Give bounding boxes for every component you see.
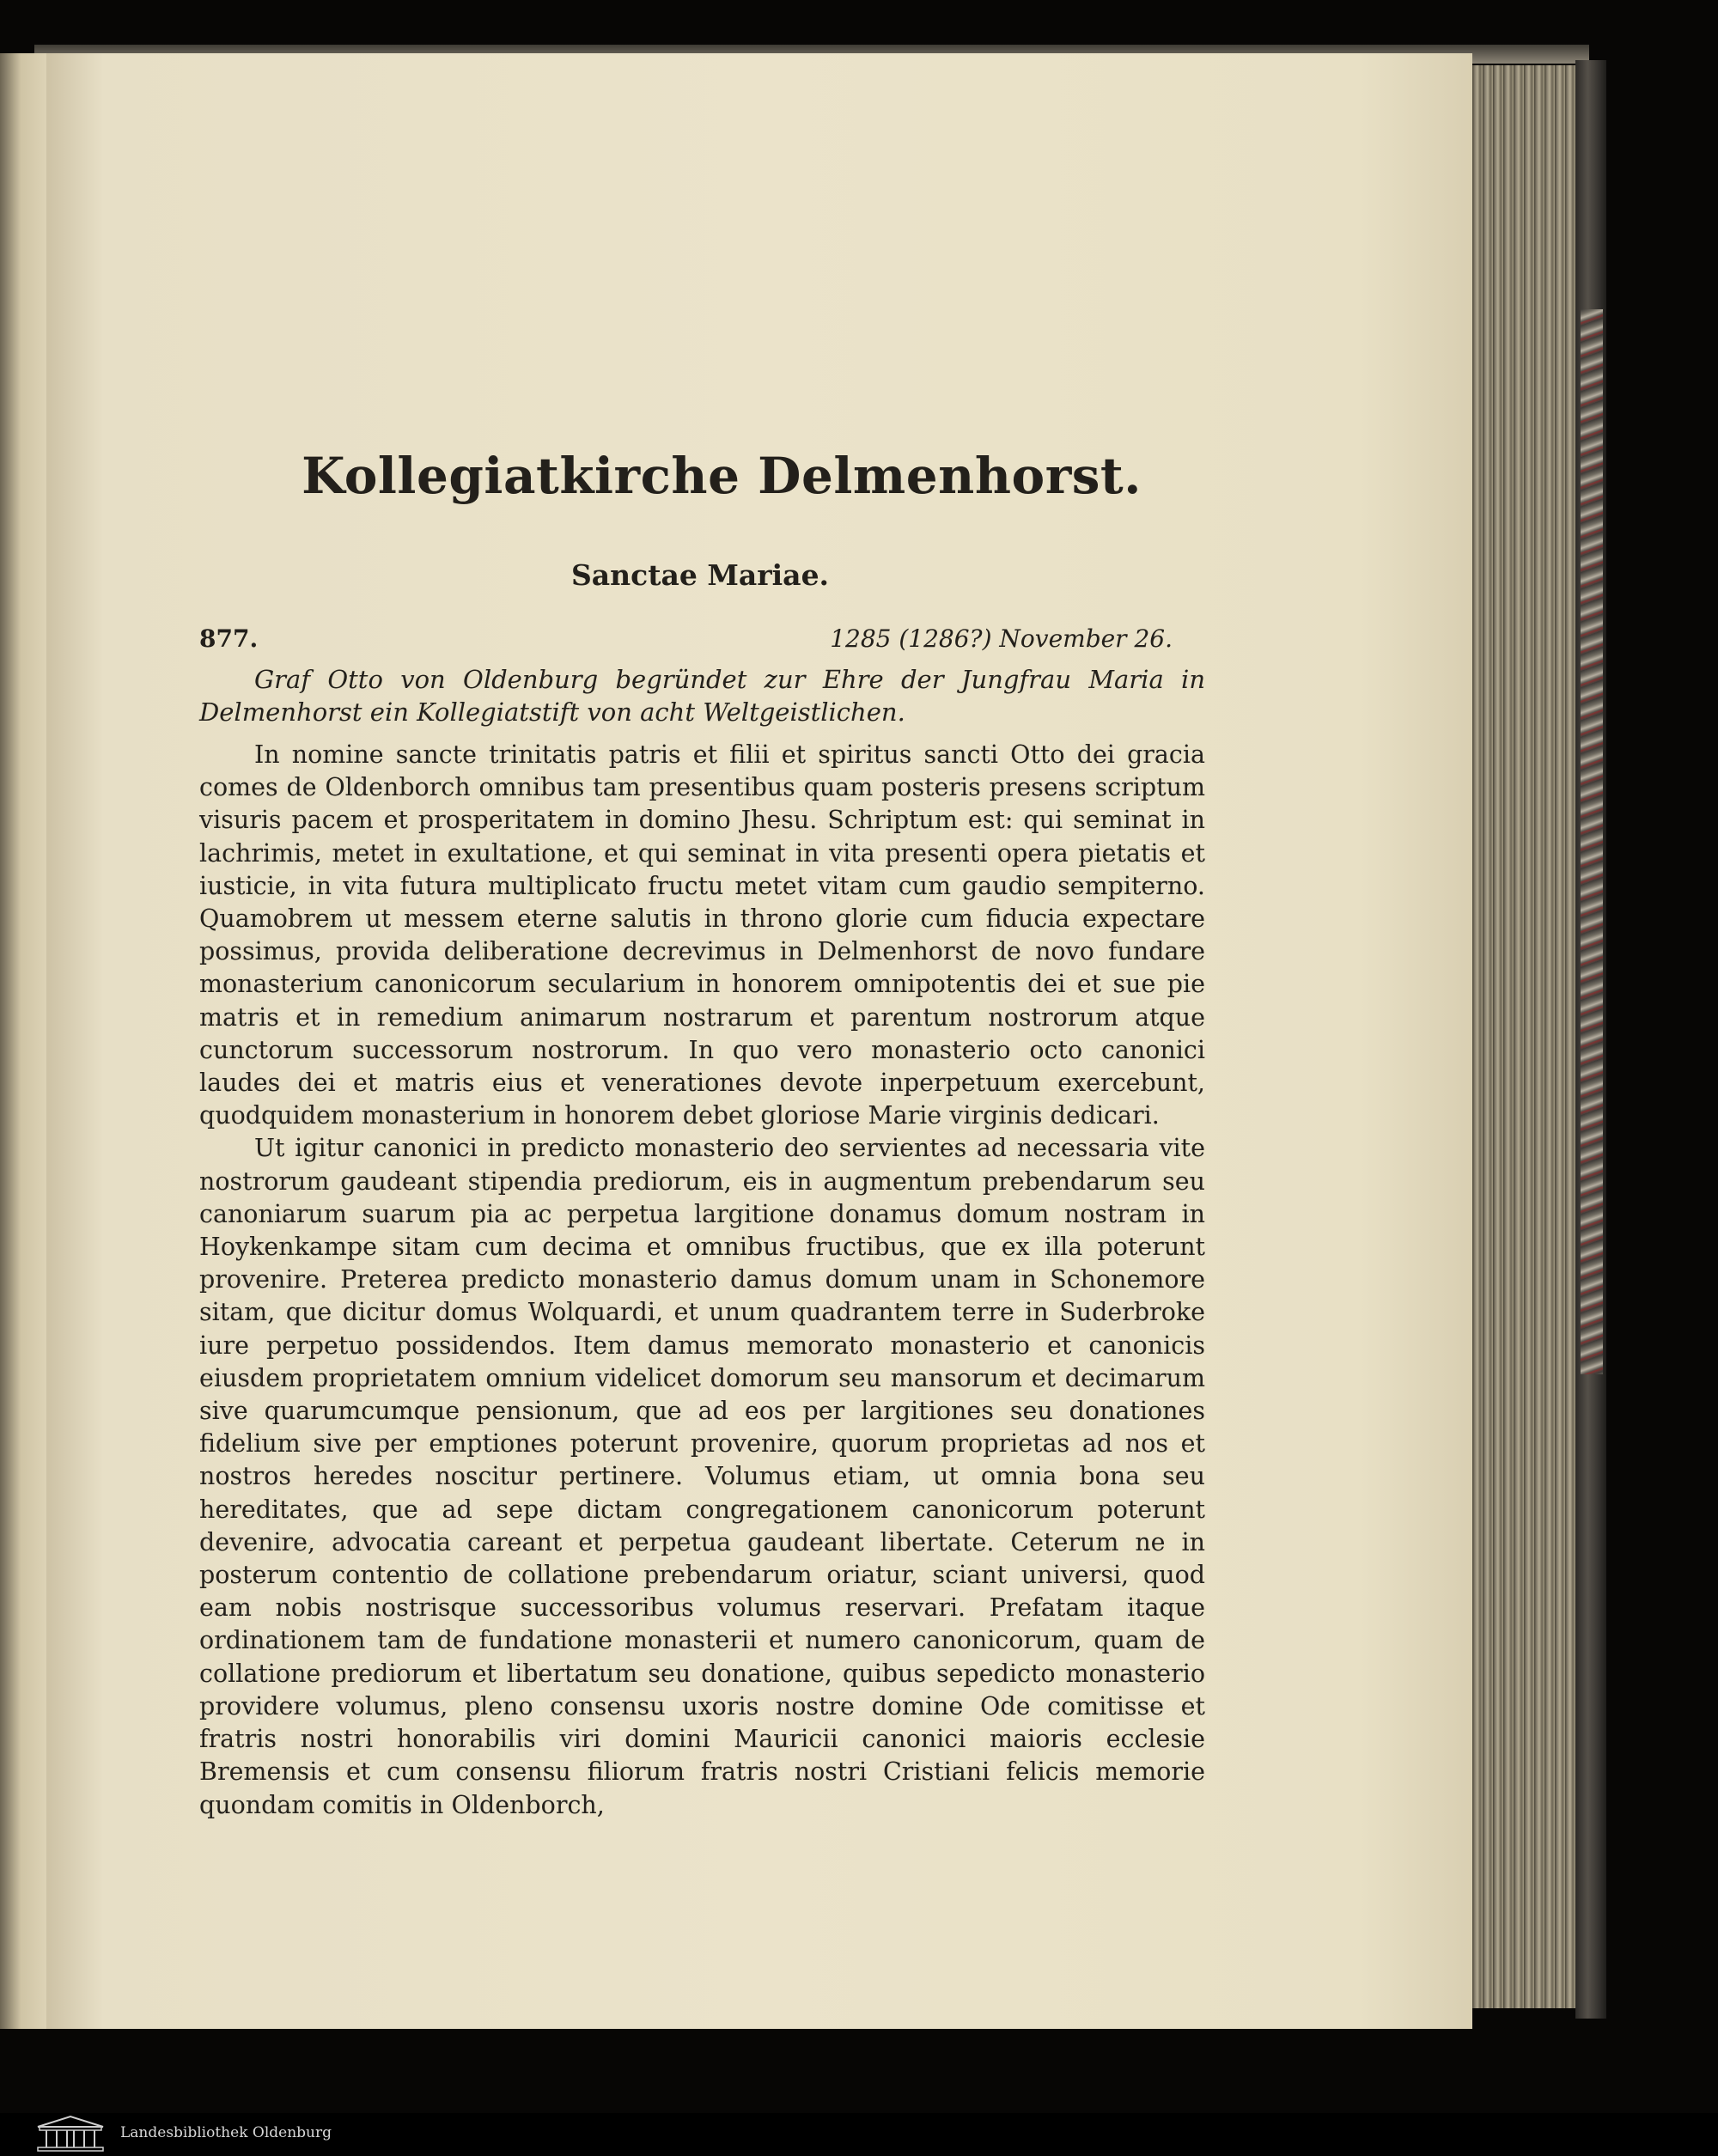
- left-page-edge: [0, 53, 46, 2029]
- library-name: Landesbibliothek Oldenburg: [120, 2124, 332, 2141]
- library-building-icon: [34, 2115, 107, 2153]
- entry-date: 1285 (1286?) November 26.: [830, 624, 1173, 653]
- paragraph: Ut igitur canonici in predicto monasterio deo servientes ad necessaria vite nostrorum gaudeant stipendia prediorum, eis in augmentum prebendarum seu canoniarum suarum pia ac perpetua largitione donamus domum nostram in Hoykenkampe sitam cum decima et omnibus fructibus, que ex illa poterunt provenire. Preterea predicto monasterio damus domum unam in Schonemore sitam, que dicitur domus Wolquardi, et unum quadrantem terre in Suderbroke iure perpetuo possidendos. Item damus memorato monasterio et canonicis eiusdem proprietatem omnium videlicet domorum seu mansorum et decimarum sive quarumcumque pensionum, que ad eos per largitiones seu donationes fidelium sive per emptiones poterunt provenire, quorum proprietas ad nos et nostros heredes noscitur pertinere. Volumus etiam, ut omnia bona seu hereditates, que ad sepe dictam congregationem canonicorum poterunt devenire, advocatia careant et perpetua gaudeant libertate. Ceterum ne in posterum contentio de collatione prebendarum oriatur, sciant universi, quod eam nobis nostrisque successoribus volumus reservari. Prefatam itaque ordinationem tam de fundatione monasterii et numero canonicorum, quam de collatione prediorum et libertatum seu donatione, quibus sepedicto monasterio providere volumus, pleno consensu uxoris nostre domine Ode comitisse et fratris nostri honorabilis viri domini Mauricii canonici maioris ecclesie Bremensis et cum consensu filiorum fratris nostri Cristiani felicis memorie quondam comitis in Oldenborch,: [199, 1134, 1205, 1819]
- page-subtitle: Sanctae Mariae.: [570, 558, 830, 592]
- regest-summary: Graf Otto von Oldenburg begründet zur Ehre der Jungfrau Maria in Delmenhorst ein Kollegiatstift von acht Weltgeistlichen.: [199, 665, 1205, 727]
- marbled-cover: [1581, 309, 1603, 1374]
- page-stack-edges: [1472, 65, 1575, 2008]
- entry-number: 877.: [199, 624, 259, 653]
- charter-text: [199, 739, 1205, 1822]
- paragraph: In nomine sancte trinitatis patris et filii et spiritus sancti Otto dei gracia comes de Oldenborch omnibus tam presentibus quam posteris presens scriptum visuris pacem et prosperitatem in domino Jhesu. Schriptum est: qui seminat in lachrimis, metet in exultatione, et qui seminat in vita presenti opera pietatis et iusticie, in vita futura multiplicato fructu metet vitam cum gaudio sempiterno. Quamobrem ut messem eterne salutis in throno glorie cum fiducia expectare possimus, provida deliberatione decrevimus in Delmenhorst de novo fundare monasterium canonicorum secularium in honorem omnipotentis dei et sue pie matris et in remedium animarum nostrarum et parentum nostrorum atque cunctorum successorum nostrorum. In quo vero monasterio octo canonici laudes dei et matris eius et venerationes devote inperpetuum exercebunt, quodquidem monasterium in honorem debet gloriose Marie virginis dedicari.: [199, 740, 1205, 1130]
- page-title: Kollegiatkirche Delmenhorst.: [302, 447, 1142, 505]
